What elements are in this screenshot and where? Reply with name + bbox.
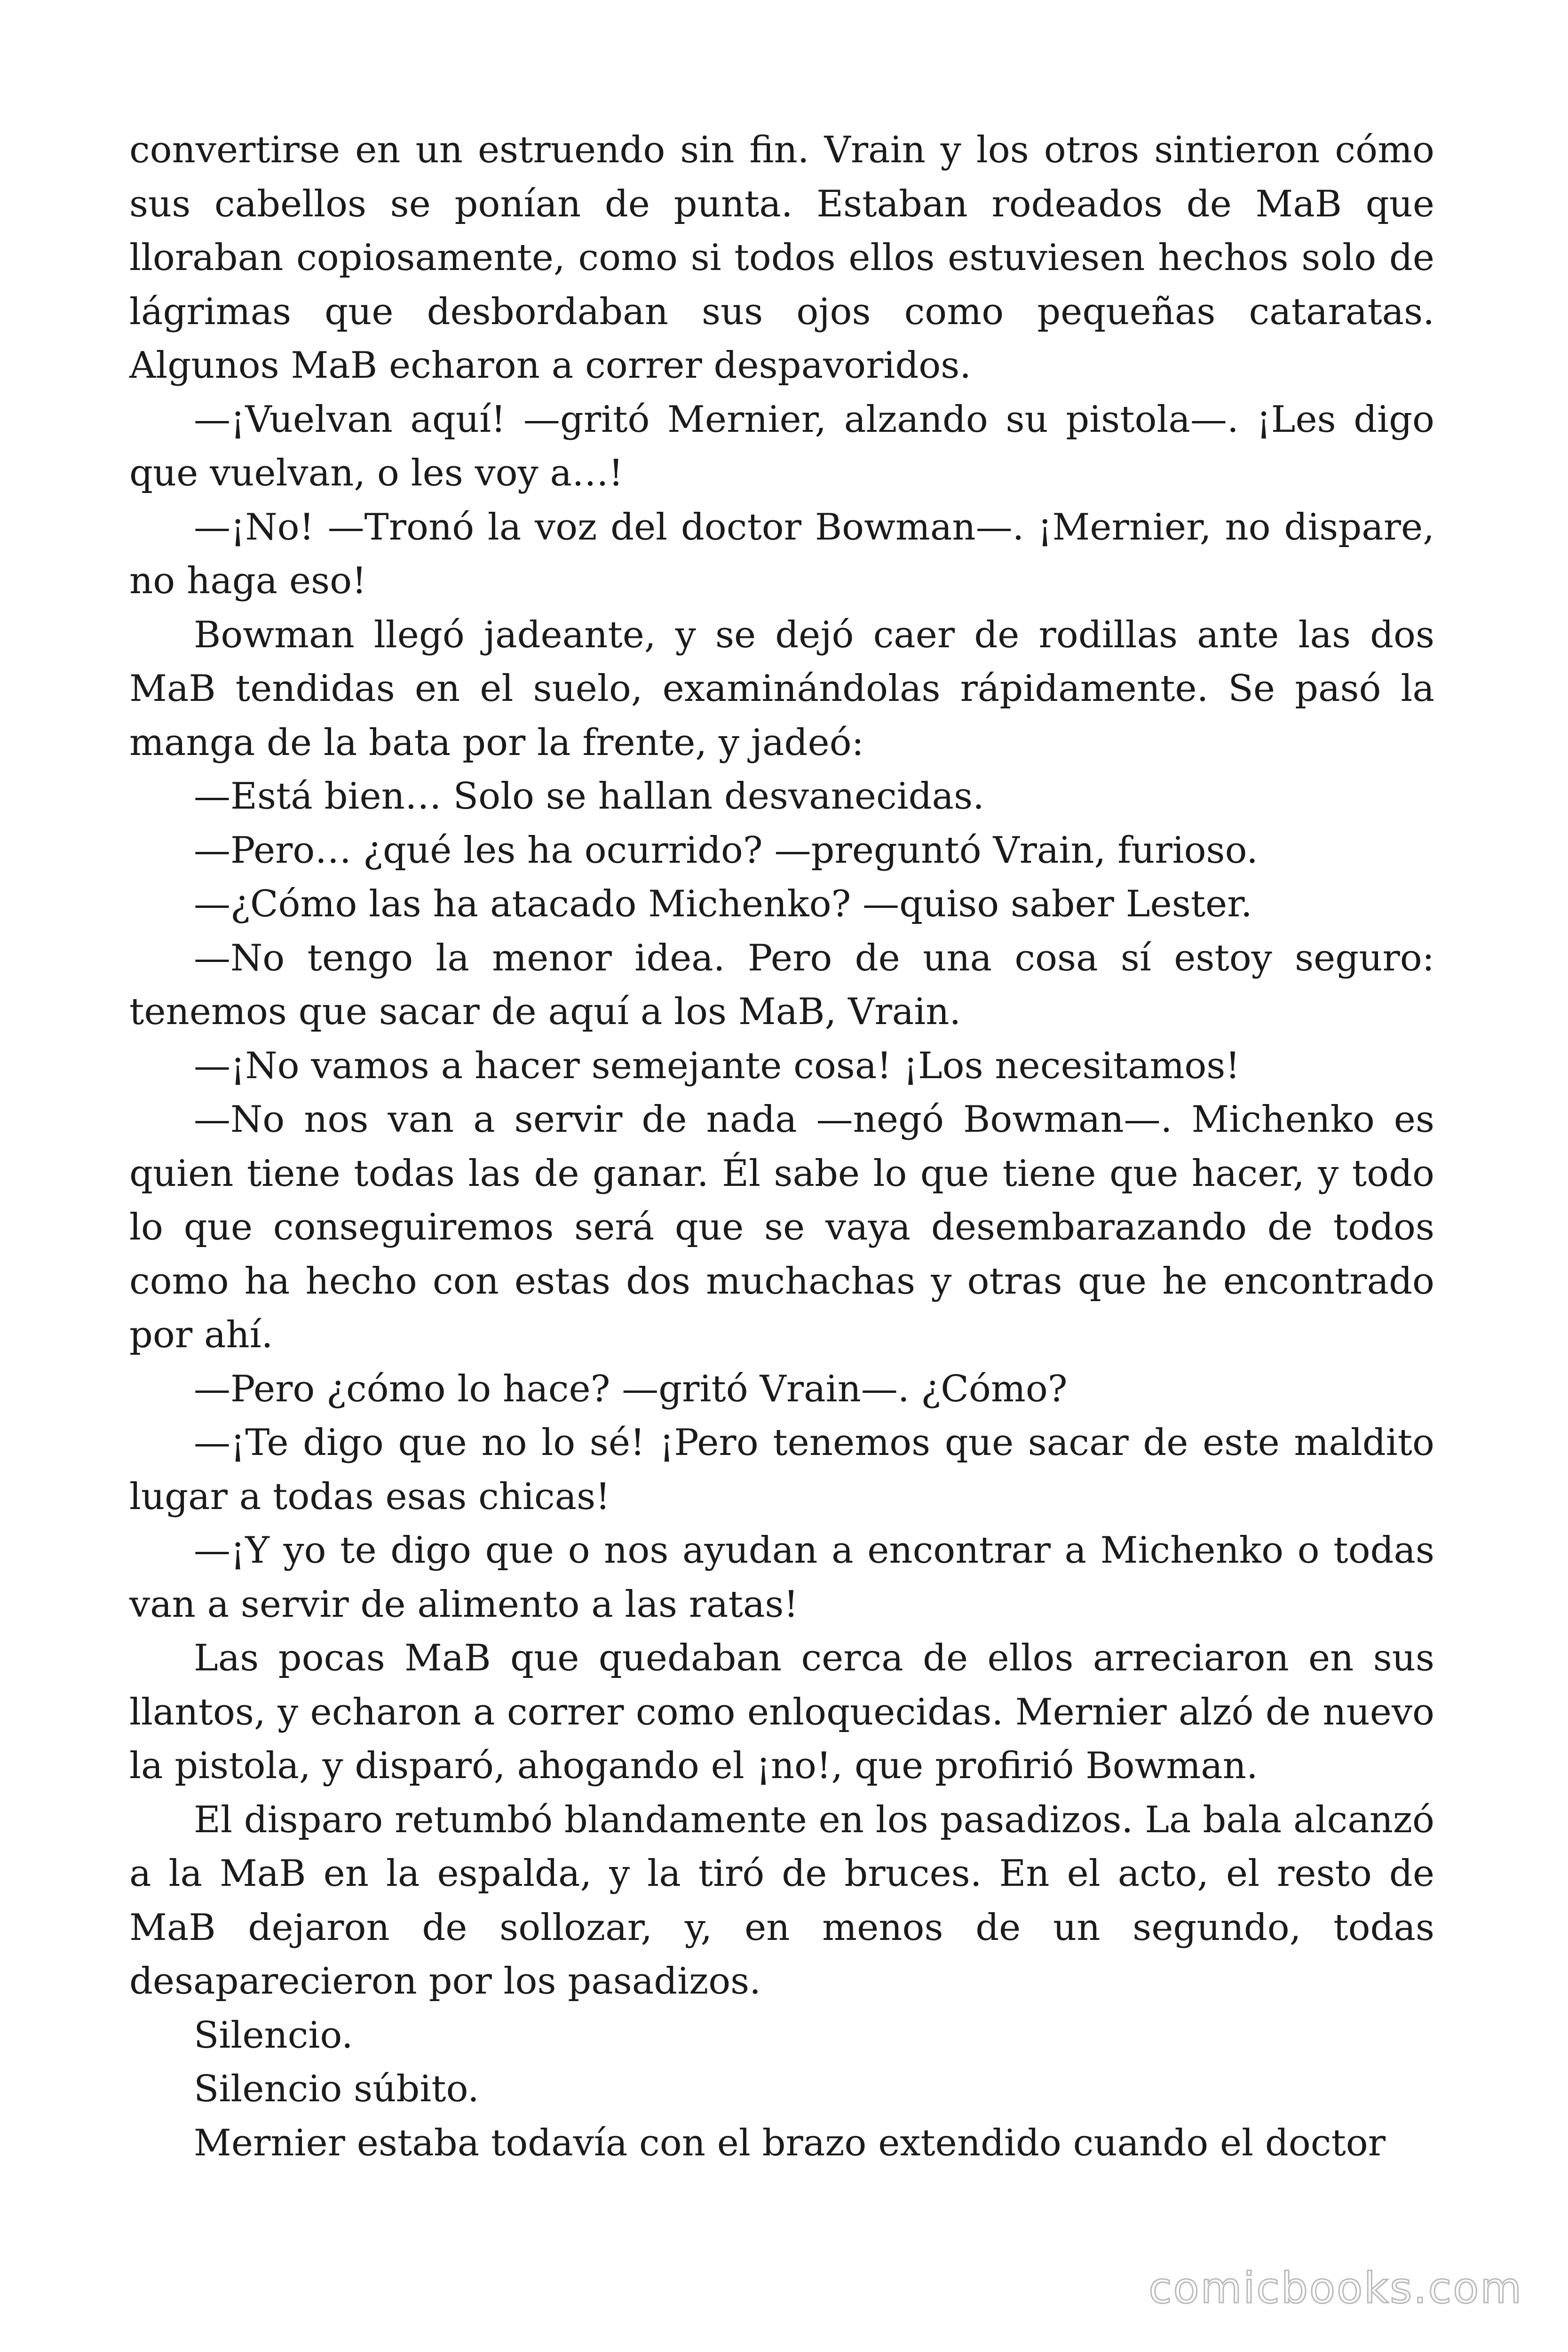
- paragraph: —Está bien… Solo se hallan desvanecidas.: [194, 775, 984, 818]
- paragraph: —No tengo la menor idea. Pero de una cosa sí estoy seguro: tenemos que sacar de aquí a los MaB, Vrain.: [129, 937, 1434, 1033]
- paragraph: Silencio súbito.: [194, 2068, 479, 2110]
- body-text: [129, 123, 1434, 2170]
- paragraph: —¡Te digo que no lo sé! ¡Pero tenemos que sacar de este maldito lugar a todas esas chicas!: [129, 1422, 1434, 1518]
- paragraph: Silencio.: [194, 2014, 353, 2057]
- paragraph: Mernier estaba todavía con el brazo extendido cuando el doctor: [194, 2122, 1386, 2164]
- paragraph: —¡Y yo te digo que o nos ayudan a encontrar a Michenko o todas van a servir de alimento a las ratas!: [129, 1529, 1434, 1626]
- watermark: comicbooks.com: [1148, 2264, 1523, 2313]
- paragraph: —¡Vuelvan aquí! —gritó Mernier, alzando su pistola—. ¡Les digo que vuelvan, o les voy a…!: [129, 398, 1434, 494]
- paragraph: —Pero ¿cómo lo hace? —gritó Vrain—. ¿Cómo?: [194, 1367, 1068, 1410]
- paragraph: —¿Cómo las ha atacado Michenko? —quiso saber Lester.: [194, 883, 1252, 925]
- paragraph: convertirse en un estruendo sin fin. Vrain y los otros sintieron cómo sus cabellos se ponían de punta. Estaban rodeados de MaB que lloraban copiosamente, como si todos ellos estuviesen hechos solo de lágrimas que desbordaban sus ojos como pequeñas cataratas. Algunos MaB echaron a correr despavoridos.: [129, 129, 1434, 387]
- paragraph: —¡No! —Tronó la voz del doctor Bowman—. ¡Mernier, no dispare, no haga eso!: [129, 506, 1434, 602]
- paragraph: Bowman llegó jadeante, y se dejó caer de rodillas ante las dos MaB tendidas en el suelo, examinándolas rápidamente. Se pasó la manga de la bata por la frente, y jadeó:: [129, 613, 1434, 764]
- paragraph: —Pero… ¿qué les ha ocurrido? —preguntó Vrain, furioso.: [194, 829, 1258, 872]
- paragraph: Las pocas MaB que quedaban cerca de ellos arreciaron en sus llantos, y echaron a correr como enloquecidas. Mernier alzó de nuevo la pistola, y disparó, ahogando el ¡no!, que profirió Bowman.: [129, 1637, 1434, 1787]
- paragraph: El disparo retumbó blandamente en los pasadizos. La bala alcanzó a la MaB en la espalda, y la tiró de bruces. En el acto, el resto de MaB dejaron de sollozar, y, en menos de un segundo, todas desaparecieron por los pasadizos.: [129, 1798, 1434, 2002]
- paragraph: —No nos van a servir de nada —negó Bowman—. Michenko es quien tiene todas las de ganar. Él sabe lo que tiene que hacer, y todo lo que conseguiremos será que se vaya desembarazando de todos como ha hecho con estas dos muchachas y otras que he encontrado por ahí.: [129, 1098, 1434, 1356]
- paragraph: —¡No vamos a hacer semejante cosa! ¡Los necesitamos!: [194, 1044, 1240, 1087]
